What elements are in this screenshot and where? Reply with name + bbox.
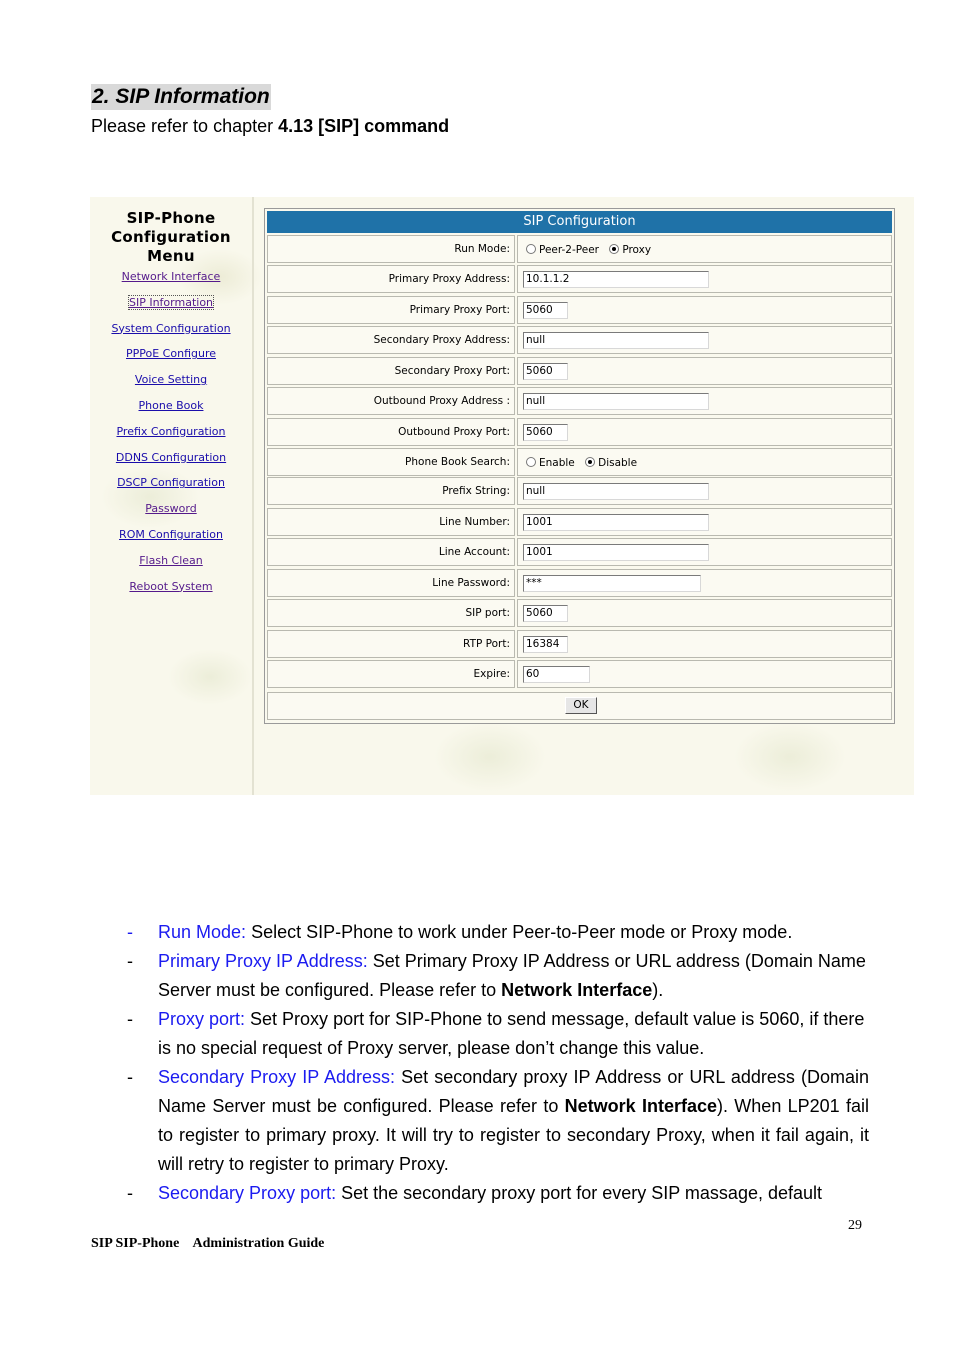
phone-book-enable-radio[interactable] [526, 457, 536, 467]
field-label: Phone Book Search: [267, 448, 515, 476]
outbound-proxy-address-input[interactable]: null [523, 393, 709, 410]
page-number: 29 [848, 1218, 862, 1233]
menu-link-system-configuration[interactable]: System Configuration [111, 321, 231, 335]
field-label: Run Mode: [267, 235, 515, 263]
menu-link-ddns-configuration[interactable]: DDNS Configuration [115, 450, 227, 464]
line-account-input[interactable]: 1001 [523, 544, 709, 561]
term-secondary-proxy-ip: Secondary Proxy IP Address: [158, 1067, 396, 1087]
outbound-proxy-port-input[interactable]: 5060 [523, 424, 568, 441]
field-label: RTP Port: [267, 630, 515, 658]
sip-configuration-screenshot [90, 197, 914, 795]
list-item: - Proxy port: Set Proxy port for SIP-Phone to send message, default value is 5060, if there is no special request of Proxy server, please don’t change this value. [127, 1009, 865, 1058]
table-header: SIP Configuration [267, 211, 892, 233]
menu-link-rom-configuration[interactable]: ROM Configuration [119, 527, 223, 541]
field-label: Expire: [267, 660, 515, 688]
radio-label: Disable [598, 457, 638, 469]
line-number-row [267, 508, 892, 536]
field-label: Line Account: [267, 538, 515, 566]
term-run-mode: Run Mode: [158, 922, 247, 942]
chapter-reference: 4.13 [SIP] command [278, 116, 450, 136]
menu-link-sip-information[interactable]: SIP Information [128, 295, 214, 309]
sip-config-table [264, 208, 895, 724]
phone-book-search-row [267, 448, 892, 476]
field-label: Primary Proxy Port: [267, 296, 515, 324]
ok-row [267, 692, 892, 720]
run-mode-proxy-radio[interactable] [609, 244, 619, 254]
secondary-proxy-address-row [267, 326, 892, 354]
field-label: Outbound Proxy Address : [267, 387, 515, 415]
section-title: 2. SIP Information [92, 85, 270, 108]
sip-port-input[interactable]: 5060 [523, 605, 568, 622]
term-primary-proxy-ip: Primary Proxy IP Address: [158, 951, 368, 971]
field-label: Primary Proxy Address: [267, 265, 515, 293]
field-label: Line Number: [267, 508, 515, 536]
field-label: SIP port: [267, 599, 515, 627]
field-label: Prefix String: [267, 477, 515, 505]
radio-label: Proxy [622, 244, 652, 256]
radio-label: Peer-2-Peer [539, 244, 599, 256]
secondary-proxy-address-input[interactable]: null [523, 332, 709, 349]
field-label: Line Password: [267, 569, 515, 597]
footer-guide-title: SIP SIP-Phone Administration Guide [91, 1236, 325, 1251]
menu-link-password[interactable]: Password [145, 502, 197, 516]
field-descriptions [127, 918, 869, 1208]
line-number-input[interactable]: 1001 [523, 514, 709, 531]
menu-title: SIP-Phone Configuration Menu [111, 209, 231, 265]
line-account-row [267, 538, 892, 566]
term-proxy-port: Proxy port: [158, 1009, 246, 1029]
list-item: - Secondary Proxy IP Address: Set secondary proxy IP Address or URL address (Domain Name Server must be configured. Please refer to Network Interface). When LP201 fail to register to primary proxy. It will try to register to secondary Proxy, when it fail again, it will retry to register to primary Proxy. [127, 1067, 869, 1174]
primary-proxy-address-row [267, 265, 892, 293]
prefix-string-row [267, 477, 892, 505]
prefix-string-input[interactable]: null [523, 483, 709, 500]
config-menu [90, 209, 252, 605]
secondary-proxy-port-row [267, 357, 892, 385]
menu-link-dscp-configuration[interactable]: DSCP Configuration [117, 476, 225, 490]
rtp-port-input[interactable]: 16384 [523, 636, 568, 653]
menu-link-network-interface[interactable]: Network Interface [121, 270, 221, 283]
field-label: Secondary Proxy Address: [267, 326, 515, 354]
primary-proxy-port-row [267, 296, 892, 324]
primary-proxy-address-input[interactable]: 10.1.1.2 [523, 271, 709, 288]
radio-label: Enable [539, 457, 575, 469]
field-label: Outbound Proxy Port: [267, 418, 515, 446]
outbound-proxy-port-row [267, 418, 892, 446]
intro-text: Please refer to chapter 4.13 [SIP] command [91, 116, 450, 136]
primary-proxy-port-input[interactable]: 5060 [523, 302, 568, 319]
secondary-proxy-port-input[interactable]: 5060 [523, 363, 568, 380]
run-mode-row [267, 235, 892, 263]
menu-link-voice-setting[interactable]: Voice Setting [134, 373, 208, 387]
ok-button[interactable]: OK [565, 697, 597, 714]
menu-link-pppoe-configure[interactable]: PPPoE Configure [126, 347, 216, 361]
list-item: - Run Mode: Select SIP-Phone to work under Peer-to-Peer mode or Proxy mode. [127, 922, 793, 942]
run-mode-peer-radio[interactable] [526, 244, 536, 254]
list-item: - Secondary Proxy port: Set the secondary proxy port for every SIP massage, default [127, 1183, 823, 1203]
outbound-proxy-address-row [267, 387, 892, 415]
expire-input[interactable]: 60 [523, 666, 590, 683]
menu-link-flash-clean[interactable]: Flash Clean [139, 553, 203, 567]
term-secondary-proxy-port: Secondary Proxy port: [158, 1183, 337, 1203]
phone-book-disable-radio[interactable] [585, 457, 595, 467]
line-password-input[interactable]: *** [523, 575, 701, 592]
sip-port-row [267, 599, 892, 627]
menu-link-reboot-system[interactable]: Reboot System [129, 579, 213, 593]
expire-row [267, 660, 892, 688]
rtp-port-row [267, 630, 892, 658]
menu-link-prefix-configuration[interactable]: Prefix Configuration [116, 424, 226, 438]
menu-divider [252, 197, 254, 795]
menu-link-phone-book[interactable]: Phone Book [138, 398, 204, 412]
field-label: Secondary Proxy Port: [267, 357, 515, 385]
line-password-row [267, 569, 892, 597]
list-item: - Primary Proxy IP Address: Set Primary Proxy IP Address or URL address (Domain Name Server must be configured. Please refer to Network Interface). [127, 951, 866, 1000]
